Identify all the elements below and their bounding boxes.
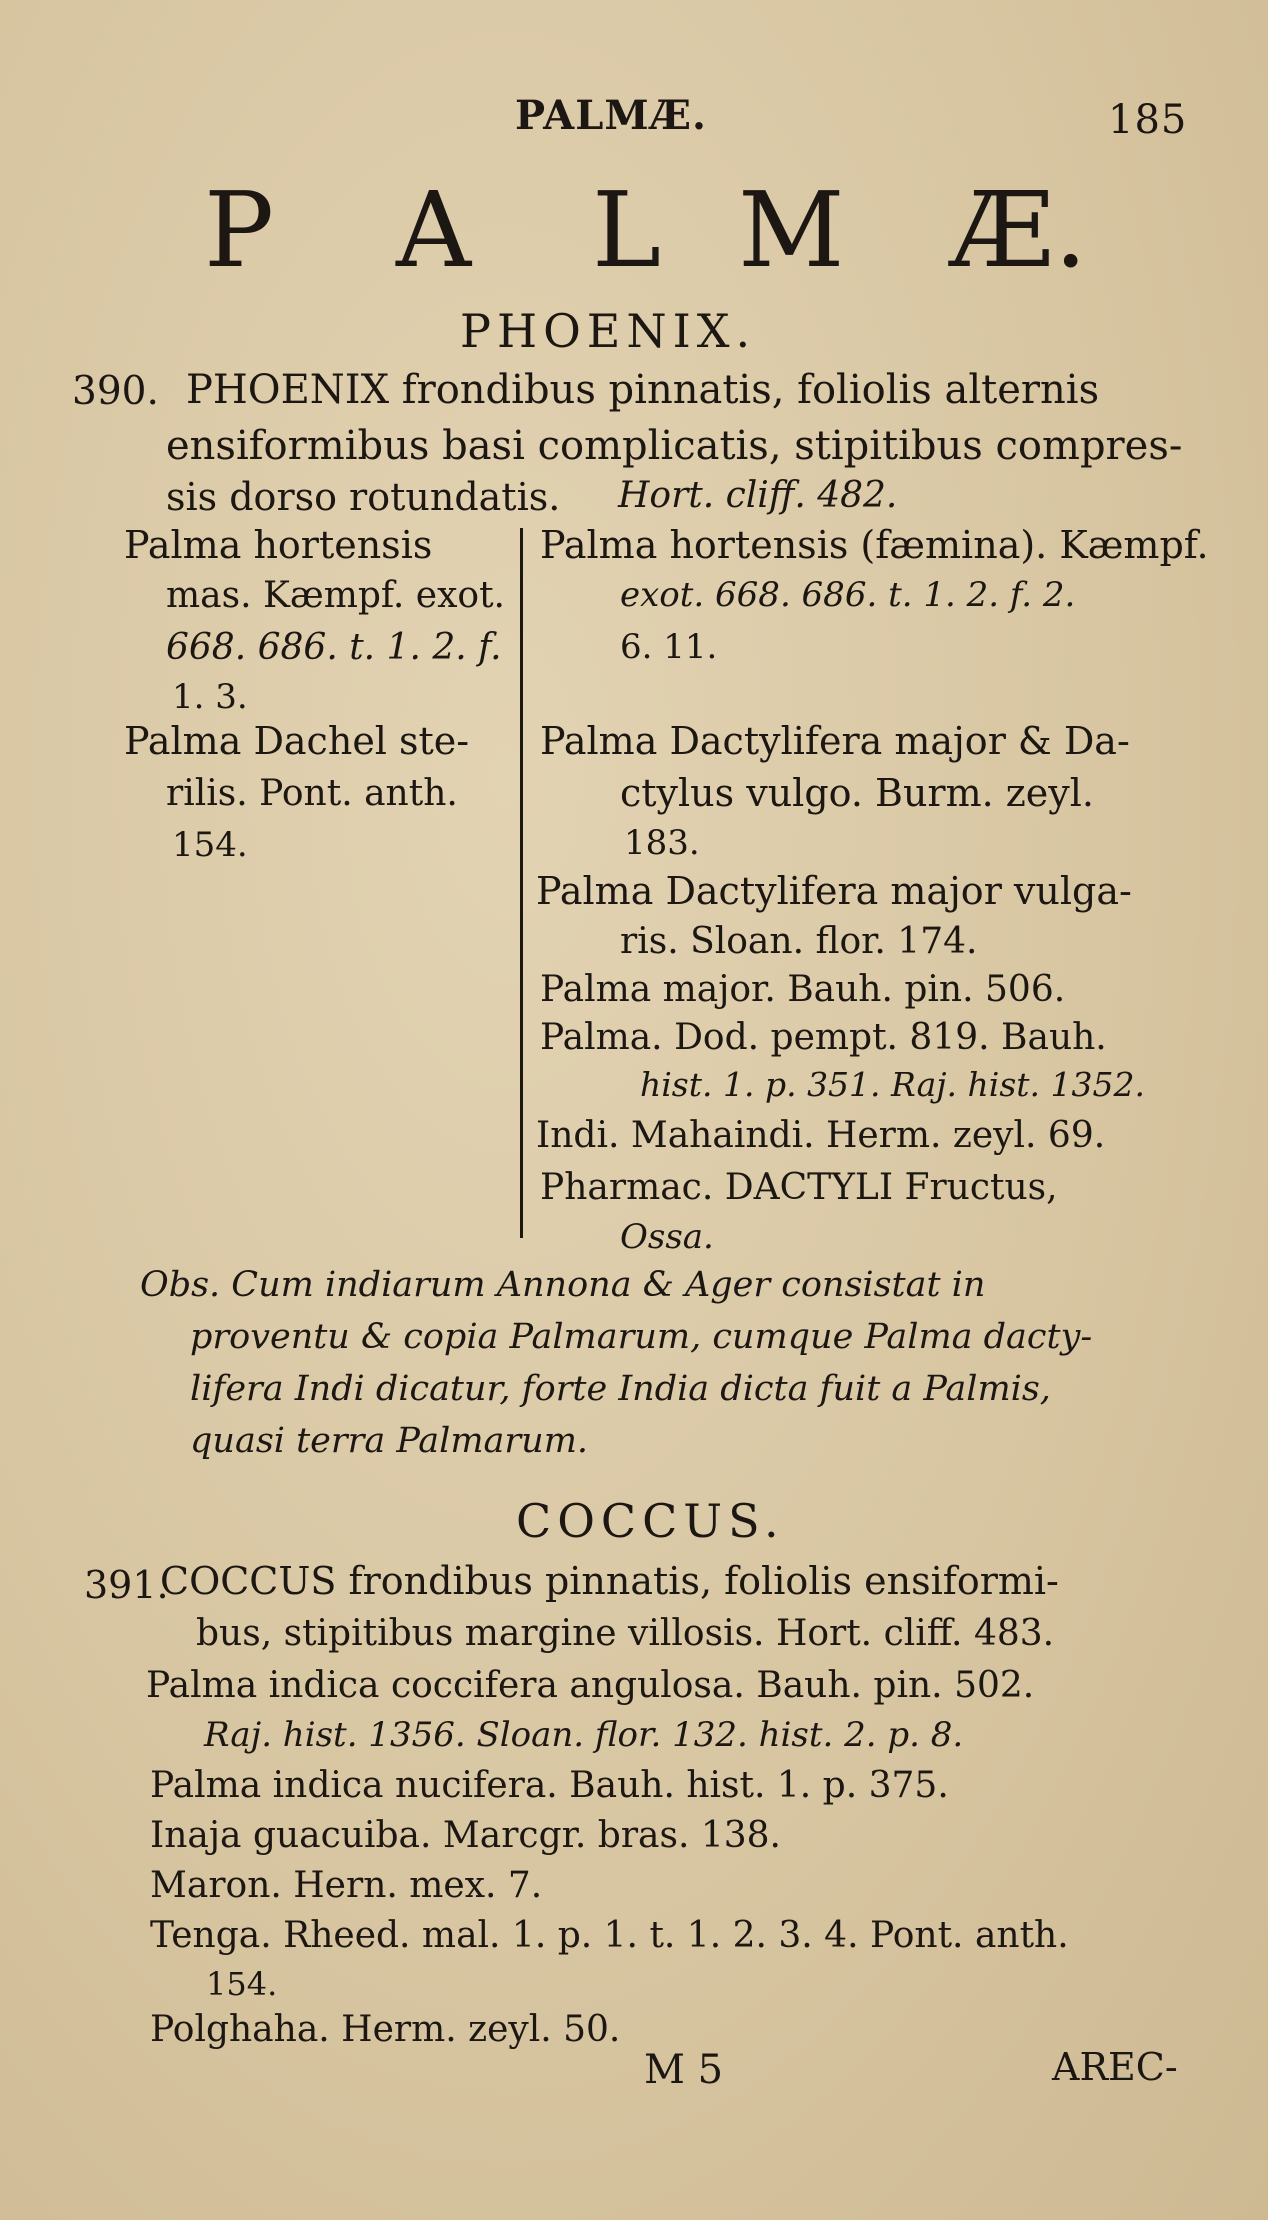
synonym-line: Inaja guacuiba. Marcgr. bras. 138. <box>150 1815 782 1856</box>
synonym-right: Palma Dactylifera major vulga- <box>536 869 1132 913</box>
synonym-line: Palma indica coccifera angulosa. Bauh. pin. 502. <box>146 1665 1035 1706</box>
synonym-right: Indi. Mahaindi. Herm. zeyl. 69. <box>536 1115 1106 1156</box>
observation-line: proventu & copia Palmarum, cumque Palma dacty- <box>190 1317 1093 1357</box>
observation-line: quasi terra Palmarum. <box>190 1421 589 1461</box>
catchword: AREC- <box>1052 2045 1178 2089</box>
entry-line: sis dorso rotundatis. <box>166 475 561 519</box>
signature-mark: M 5 <box>644 2047 724 2093</box>
synonym-left: Palma hortensis <box>124 523 433 567</box>
synonym-line: Palma indica nucifera. Bauh. hist. 1. p. 375. <box>150 1765 949 1806</box>
synonym-left: 1. 3. <box>172 677 248 717</box>
entry-number: 390. <box>72 369 159 414</box>
page-number: 185 <box>1108 97 1188 143</box>
running-head-title: PALMÆ. <box>515 92 707 139</box>
synonym-left: 154. <box>172 825 248 865</box>
column-divider <box>520 528 523 1238</box>
synonym-left: 668. 686. t. 1. 2. f. <box>166 627 502 668</box>
title-letter: M <box>738 169 845 291</box>
synonym-right: Palma major. Bauh. pin. 506. <box>540 969 1066 1010</box>
title-letter: L <box>592 169 662 291</box>
synonym-right: Palma. Dod. pempt. 819. Bauh. <box>540 1017 1107 1058</box>
synonym-line: Maron. Hern. mex. 7. <box>150 1865 543 1906</box>
synonym-right: exot. 668. 686. t. 1. 2. f. 2. <box>620 575 1076 615</box>
observation-line: lifera Indi dicatur, forte India dicta fuit a Palmis, <box>190 1369 1051 1409</box>
title-letter: Æ. <box>950 169 1088 291</box>
synonym-line: 154. <box>206 1965 278 2003</box>
entry-line: PHOENIX frondibus pinnatis, foliolis alternis <box>186 367 1100 413</box>
title-letter: P <box>204 169 274 291</box>
entry-number: 391. <box>84 1563 169 1607</box>
observation-line: Obs. Cum indiarum Annona & Ager consistat in <box>140 1265 986 1305</box>
synonym-right: Palma Dactylifera major & Da- <box>540 719 1130 763</box>
synonym-right: ctylus vulgo. Burm. zeyl. <box>620 771 1094 815</box>
genus-heading-phoenix: PHOENIX. <box>460 304 757 358</box>
entry-line: COCCUS frondibus pinnatis, foliolis ensiformi- <box>160 1559 1059 1603</box>
title-letter: A <box>396 169 472 291</box>
entry-line: bus, stipitibus margine villosis. Hort. cliff. 483. <box>196 1613 1055 1654</box>
synonym-right: ris. Sloan. flor. 174. <box>620 921 978 962</box>
synonym-right: Pharmac. DACTYLI Fructus, <box>540 1167 1058 1208</box>
synonym-line: Polghaha. Herm. zeyl. 50. <box>150 2009 621 2050</box>
synonym-right: 6. 11. <box>620 627 718 667</box>
synonym-right: 183. <box>624 823 700 863</box>
entry-reference: Hort. cliff. 482. <box>618 475 898 516</box>
synonym-left: rilis. Pont. anth. <box>166 773 458 814</box>
synonym-left: Palma Dachel ste- <box>124 719 470 763</box>
entry-line: ensiformibus basi complicatis, stipitibus compres- <box>166 423 1183 469</box>
synonym-line: Tenga. Rheed. mal. 1. p. 1. t. 1. 2. 3. 4. Pont. anth. <box>150 1915 1069 1956</box>
genus-heading-coccus: COCCUS. <box>516 1494 785 1548</box>
synonym-right: Ossa. <box>620 1217 714 1257</box>
synonym-right: Palma hortensis (fæmina). Kæmpf. <box>540 523 1209 567</box>
synonym-line: Raj. hist. 1356. Sloan. flor. 132. hist. 2. p. 8. <box>204 1715 964 1755</box>
synonym-right: hist. 1. p. 351. Raj. hist. 1352. <box>640 1065 1145 1104</box>
synonym-left: mas. Kæmpf. exot. <box>166 575 505 616</box>
